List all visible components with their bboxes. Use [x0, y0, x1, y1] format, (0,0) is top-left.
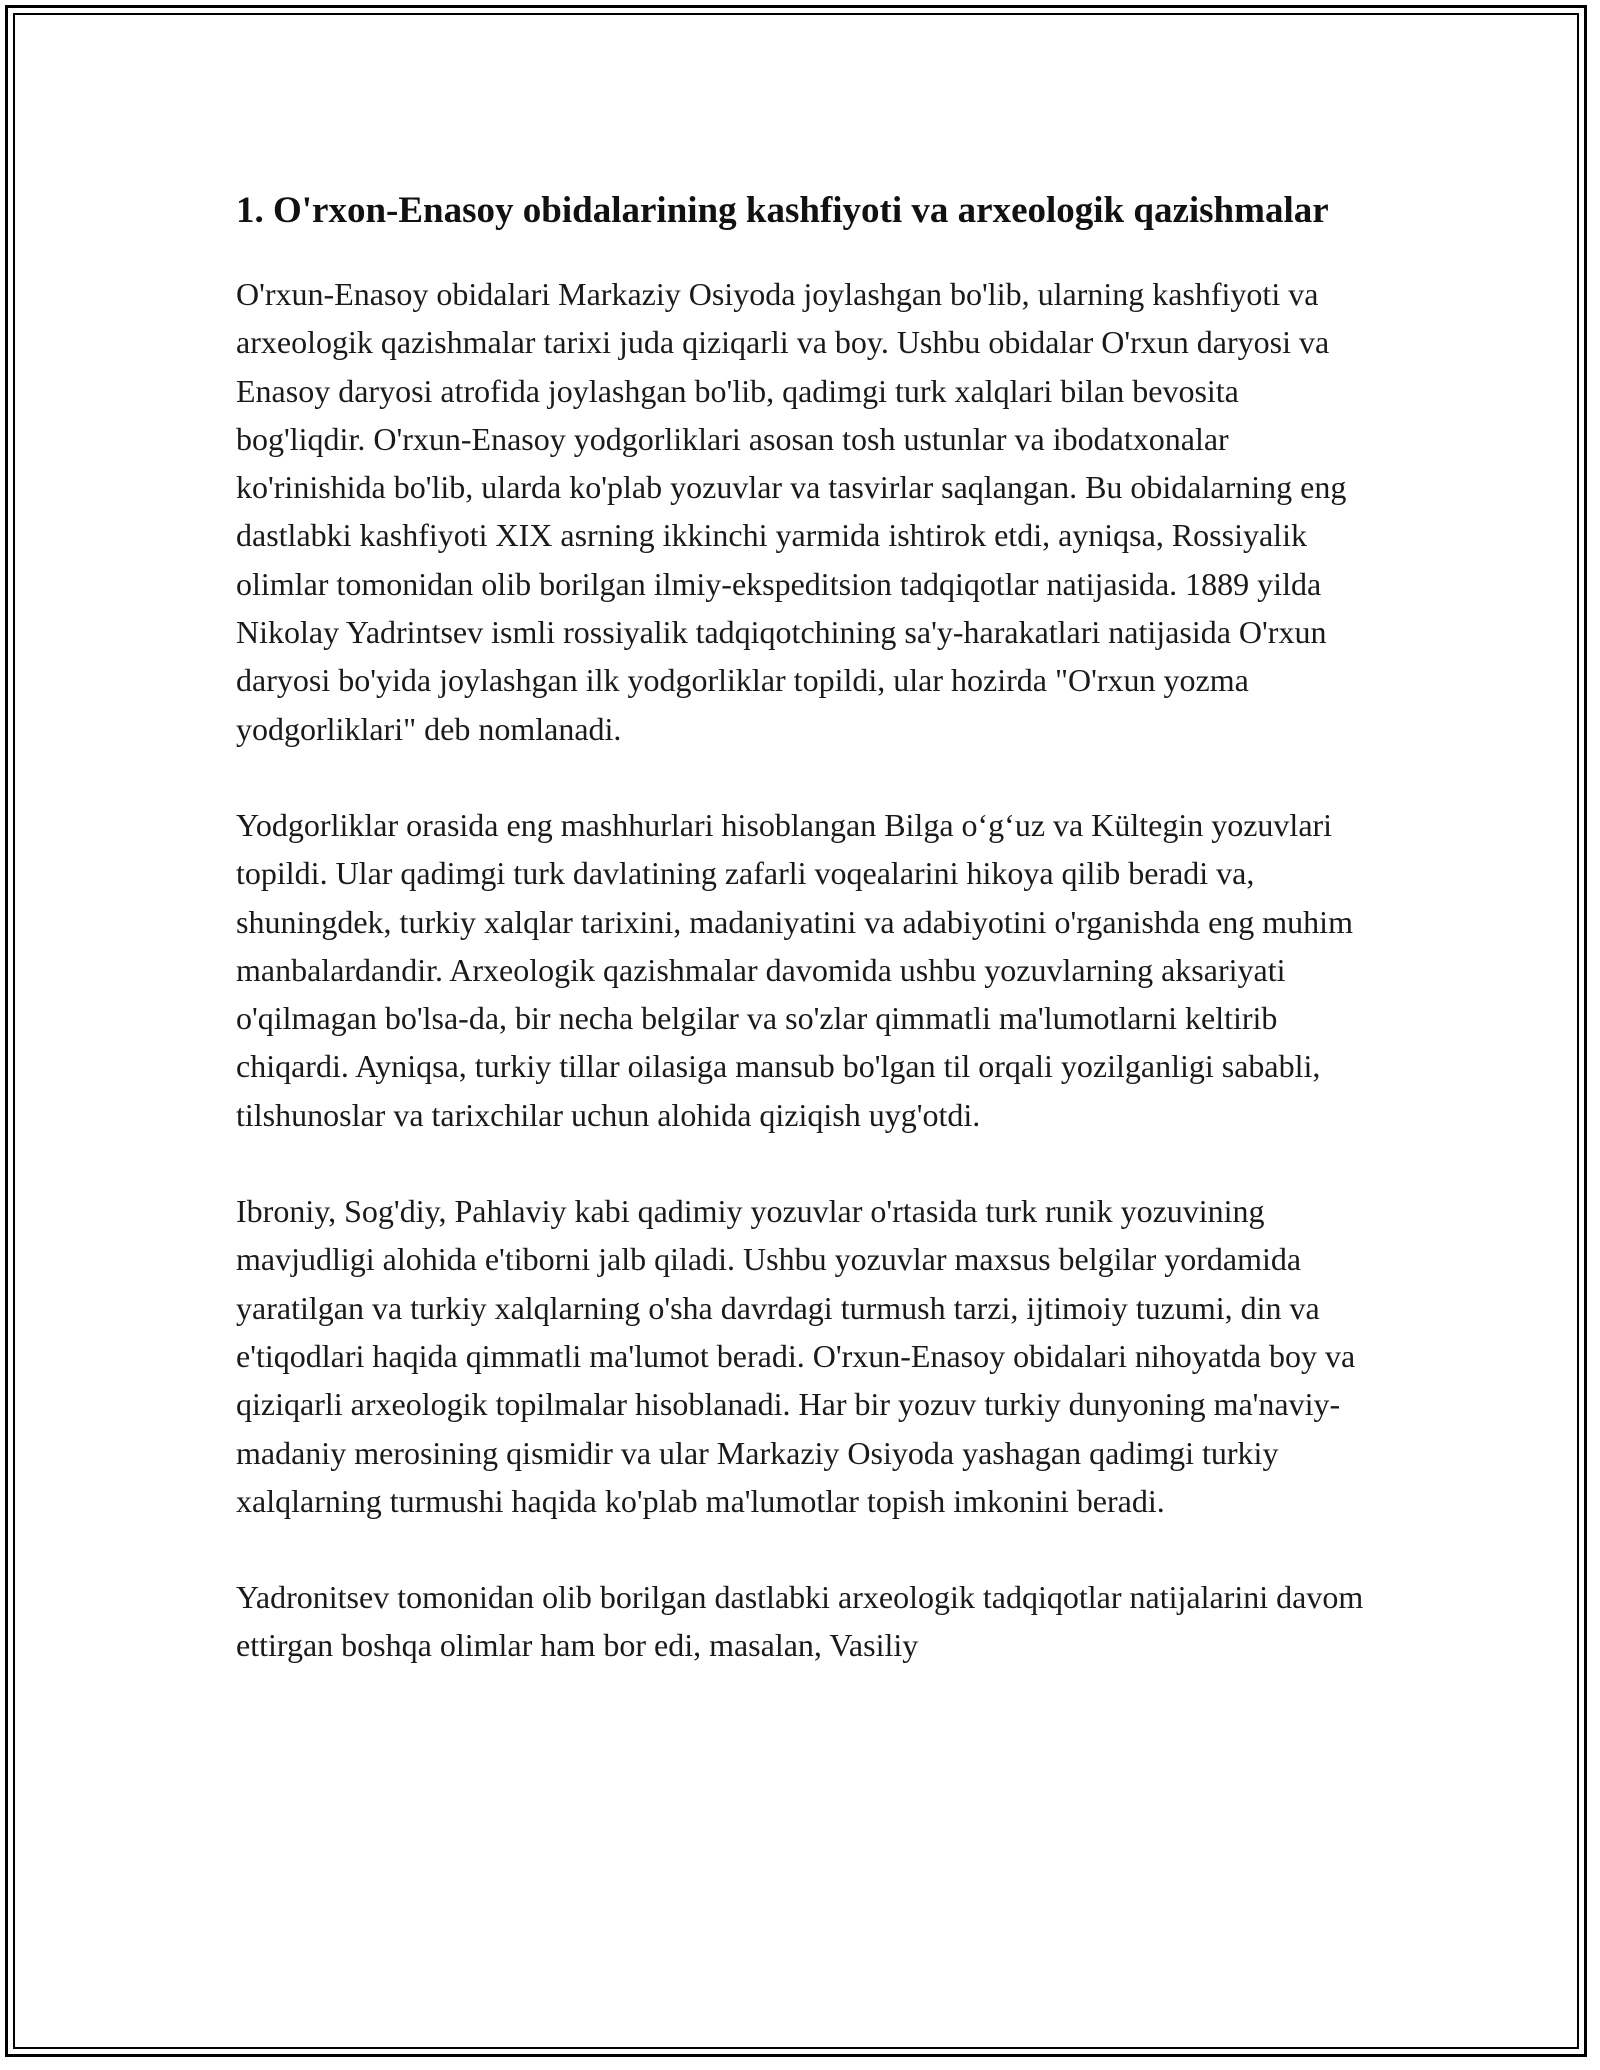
paragraph-2: Yodgorliklar orasida eng mashhurlari hisoblangan Bilga o‘g‘uz va Kültegin yozuvlari topildi. Ular qadimgi turk davlatining zafarli voqealarini hikoya qilib beradi va, shuningdek, turkiy xalqlar tarixini, madaniyatini va adabiyotini o'rganishda eng muhim manbalardandir. Arxeologik qazishmalar davomida ushbu yozuvlarning aksariyati o'qilmagan bo'lsa-da, bir necha belgilar va so'zlar qimmatli ma'lumotlarni keltirib chiqardi. Ayniqsa, turkiy tillar oilasiga mansub bo'lgan til orqali yozilganligi sababli, tilshunoslar va tarixchilar uchun alohida qiziqish uyg'otdi.	[236, 806, 1353, 1133]
paragraph-4: Yadronitsev tomonidan olib borilgan dastlabki arxeologik tadqiqotlar natijalarini davom ettirgan boshqa olimlar ham bor edi, masalan, Vasiliy	[236, 1579, 1364, 1664]
section-heading: 1. O'rxon-Enasoy obidalarining kashfiyoti va arxeologik qazishmalar	[236, 190, 1329, 231]
paragraph-1: O'rxun-Enasoy obidalari Markaziy Osiyoda joylashgan bo'lib, ularning kashfiyoti va arxeologik qazishmalar tarixi juda qiziqarli va boy. Ushbu obidalar O'rxun daryosi va Enasoy daryosi atrofida joylashgan bo'lib, qadimgi turk xalqlari bilan bevosita bog'liqdir. O'rxun-Enasoy yodgorliklari asosan tosh ustunlar va ibodatxonalar ko'rinishida bo'lib, ularda ko'plab yozuvlar va tasvirlar saqlangan. Bu obidalarning eng dastlabki kashfiyoti XIX asrning ikkinchi yarmida ishtirok etdi, ayniqsa, Rossiyalik olimlar tomonidan olib borilgan ilmiy-ekspeditsion tadqiqotlar natijasida. 1889 yilda Nikolay Yadrintsev ismli rossiyalik tadqiqotchining sa'y-harakatlari natijasida O'rxun daryosi bo'yida joylashgan ilk yodgorliklar topildi, ular hozirda "O'rxun yozma yodgorliklari" deb nomlanadi.	[236, 276, 1347, 747]
paragraph-3: Ibroniy, Sog'diy, Pahlaviy kabi qadimiy yozuvlar o'rtasida turk runik yozuvining mavjudligi alohida e'tiborni jalb qiladi. Ushbu yozuvlar maxsus belgilar yordamida yaratilgan va turkiy xalqlarning o'sha davrdagi turmush tarzi, ijtimoiy tuzumi, din va e'tiqodlari haqida qimmatli ma'lumot beradi. O'rxun-Enasoy obidalari nihoyatda boy va qiziqarli arxeologik topilmalar hisoblanadi. Har bir yozuv turkiy dunyoning ma'naviy-madaniy merosining qismidir va ular Markaziy Osiyoda yashagan qadimgi turkiy xalqlarning turmushi haqida ko'plab ma'lumotlar topish imkonini beradi.	[236, 1193, 1356, 1519]
document-body	[236, 184, 1376, 1718]
